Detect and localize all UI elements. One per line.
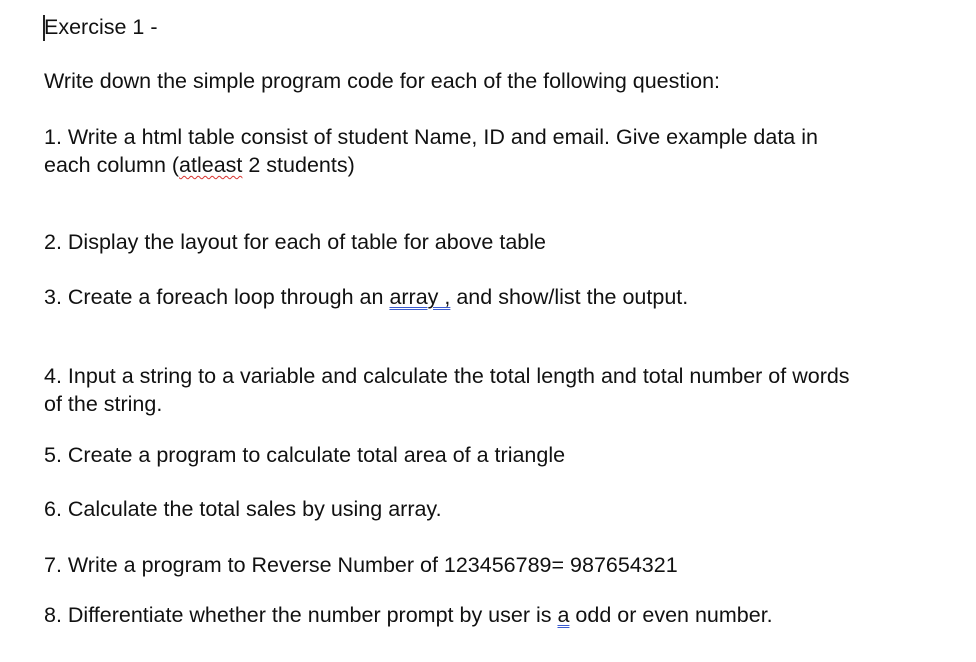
question-4-line-1: 4. Input a string to a variable and calculate the total length and total number of words [44,364,850,388]
question-8-text-before: 8. Differentiate whether the number prompt by user is [44,603,558,627]
spelling-flag[interactable]: atleast [179,153,243,177]
question-2: 2. Display the layout for each of table for above table [44,230,546,254]
question-3-text-before: 3. Create a foreach loop through an [44,285,390,309]
question-6: 6. Calculate the total sales by using array. [44,497,442,521]
exercise-title: Exercise 1 - [44,15,158,39]
intro-text: Write down the simple program code for each of the following question: [44,69,721,93]
question-1-text-before: each column ( [44,153,180,177]
question-3-text-after: and show/list the output. [450,285,689,309]
question-1-line-1: 1. Write a html table consist of student Name, ID and email. Give example data in [44,125,818,149]
question-8-text-after: odd or even number. [569,603,773,627]
question-1-text-after: 2 students) [242,153,355,177]
question-7: 7. Write a program to Reverse Number of 123456789= 987654321 [44,553,678,577]
grammar-flag[interactable]: a [557,603,570,627]
question-3 [44,283,688,311]
question-5: 5. Create a program to calculate total area of a triangle [44,443,566,467]
question-1-line-2 [44,151,355,179]
question-8 [44,601,773,629]
grammar-flag[interactable]: array , [389,285,451,309]
question-4-line-2: of the string. [44,392,163,416]
